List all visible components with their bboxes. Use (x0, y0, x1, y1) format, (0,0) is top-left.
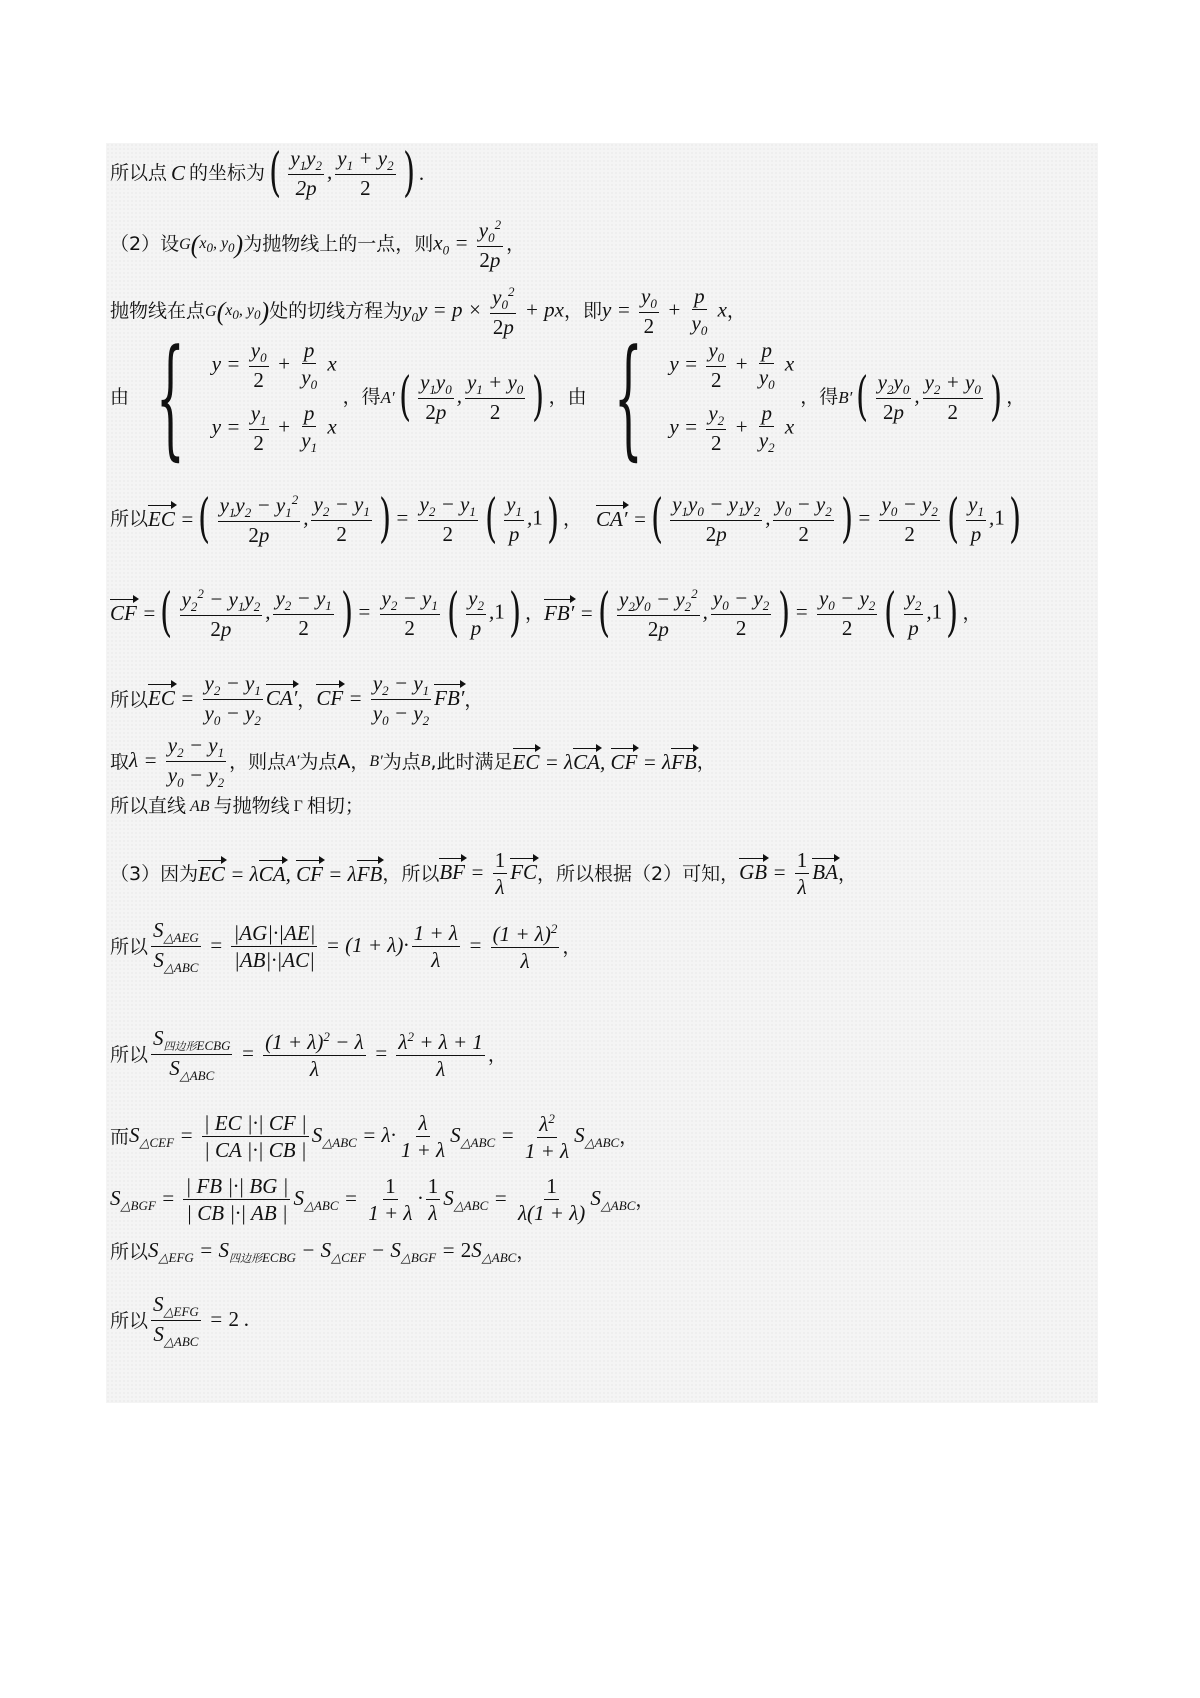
solution-line-systems: 由 { y = $\frac{y_0}{2}$ + $\frac{p}{y_0}$ x y = $\frac{y_1}{2}$ + $\frac{p}{y_1}$ x ，得 A′ ( $\frac{y_1y_0}{2p}$ , $\frac{y_1 + y_0}{2}$ ) ，由 { y = $\frac{y_0}{2}$ + $\frac{p}{y_0}$ x y = $\frac{y_2}{2}$ + $\frac{p}{y_2}$ x ，得 B′ ( $\frac{y_2y_0}{2p}$ , $\frac{y_2 + y_0}{2}$ ) ， (110, 321, 1026, 474)
solution-line-area-cef: 而 $S_{\triangle CEF}$ = $\frac{| EC |\cdot| CF |}{| CA |\cdot| CB |}$ $S_{\triangle ABC} = \lambda\cdot$ $\frac{\lambda}{1 + \lambda}$ $S_{\triangle ABC}$ = $\frac{\lambda^2}{1 + \lambda}$ $S_{\triangle ABC}$ ， (110, 1111, 639, 1163)
solution-line-area-efg: 所以 $S_{\triangle EFG} = S_{四边形ECBG} - S_{\triangle CEF} - S_{\triangle BGF} = 2S_{\triangle ABC}$ ， (110, 1238, 536, 1266)
solution-line-proportional: 所以 EC = $\frac{y_2 - y_1}{y_0 - y_2}$ CA′ ， CF = $\frac{y_2 - y_1}{y_0 - y_2}$ FB′ ， (110, 671, 484, 729)
solution-line-point-c: 所以点 C 的坐标为 ( $\frac{y_1y_2}{2p}$ , $\frac{y_1 + y_2}{2}$ ) . (110, 143, 425, 204)
solution-line-part3: （3）因为 EC = λCA, CF = λFB ，所以 BF = $\frac{1}{\lambda}$ FC ，所以根据（2）可知， GB = $\frac{1}{\lambda}$ BA ， (110, 848, 857, 899)
solution-line-area-aeg: 所以 $\frac{S_{\triangle AEG}}{S_{\triangle ABC}}$ = $\frac{|AG|\cdot|AE|}{|AB|\cdot|AC|}$ = (1 + λ)· $\frac{1 + \lambda}{\lambda}$ = $\frac{(1 + \lambda)^2}{\lambda}$ ， (110, 918, 582, 976)
solution-line-tangent: 抛物线在点 G ( $x_0$, $y_0$ ) 处的切线方程为 $y_0y = p$ × $\frac{y_0^2}{2p}$ + px ，即 y = $\frac{y_0}{2}$ + $\frac{p}{y_0}$ x ， (110, 284, 746, 340)
solution-line-area-bgf: $S_{\triangle BGF}$ = $\frac{| FB |\cdot| BG |}{| CB |\cdot| AB |}$ $S_{\triangle ABC}$ = $\frac{1}{1 + \lambda}$ · $\frac{1}{\lambda}$ $S_{\triangle ABC}$ = $\frac{1}{\lambda(1 + \lambda)}$ $S_{\triangle ABC}$ ， (110, 1174, 655, 1225)
solution-line-part2-intro: （2）设 G ( $x_0$, $y_0$ ) 为抛物线上的一点，则 $x_0$ = $\frac{y_0^2}{2p}$ ， (110, 217, 526, 273)
solution-line-lambda: 取 λ = $\frac{y_2 - y_1}{y_0 - y_2}$ ，则点 A′ 为点A， B′ 为点 B ,此时满足 EC = λCA, CF = λFB ， (110, 733, 716, 791)
solution-line-final-ratio: 所以 $\frac{S_{\triangle EFG}}{S_{\triangle ABC}}$ = 2 . (110, 1292, 250, 1350)
solution-line-area-quad: 所以 $\frac{S_{四边形ECBG}}{S_{\triangle ABC}}$ = $\frac{(1 + \lambda)^2 - \lambda}{\lambda}$ = $\frac{\lambda^2 + \lambda + 1}{\lambda}$ ， (110, 1026, 507, 1084)
solution-line-vectors-cf-fb: CF = ( $\frac{y_2^2 - y_1y_2}{2p}$ , $\frac{y_2 - y_1}{2}$ ) = $\frac{y_2 - y_1}{2}$ ( $\frac{y_2}{p}$ ,1 ) ， FB′ = ( $\frac{y_2y_0 - y_2^2}{2p}$ , $\frac{y_0 - y_2}{2}$ ) = $\frac{y_0 - y_2}{2}$ ( $\frac{y_2}{p}$ ,1 ) ， (110, 583, 982, 644)
solution-line-vectors-ec-ca: 所以 EC = ( $\frac{y_1y_2 - y_1^2}{2p}$ , $\frac{y_2 - y_1}{2}$ ) = $\frac{y_2 - y_1}{2}$ ( $\frac{y_1}{p}$ ,1 ) ， CA′ = ( $\frac{y_1y_0 - y_1y_2}{2p}$ , $\frac{y_0 - y_2}{2}$ ) = $\frac{y_0 - y_2}{2}$ ( $\frac{y_1}{p}$ ,1 ) (110, 489, 1021, 550)
solution-line-tangent-conclusion: 所以直线 AB 与抛物线 Γ 相切； (110, 795, 364, 817)
